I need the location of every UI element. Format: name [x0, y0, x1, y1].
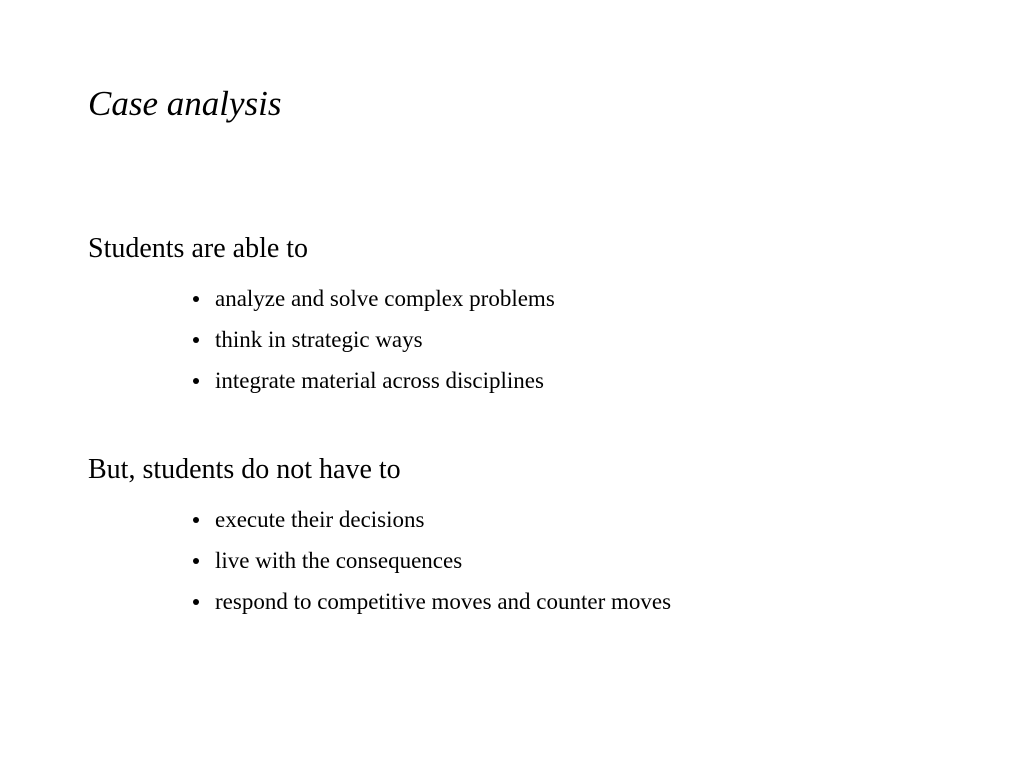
bullet-icon — [193, 558, 199, 564]
list-item — [190, 278, 555, 319]
list-item — [190, 319, 555, 360]
list-item — [190, 499, 671, 540]
bullet-icon — [193, 378, 199, 384]
bullet-icon — [193, 337, 199, 343]
abilities-list — [190, 278, 555, 401]
list-item-text: execute their decisions — [215, 506, 425, 532]
section-heading-limitations: But, students do not have to — [88, 454, 401, 485]
list-item-text: integrate material across disciplines — [215, 367, 544, 393]
bullet-icon — [193, 517, 199, 523]
slide-title: Case analysis — [88, 84, 282, 123]
section-heading-abilities: Students are able to — [88, 233, 309, 264]
list-item-text: analyze and solve complex problems — [215, 285, 555, 311]
list-item — [190, 581, 671, 622]
bullet-icon — [193, 296, 199, 302]
list-item — [190, 360, 555, 401]
limitations-list — [190, 499, 671, 622]
list-item — [190, 540, 671, 581]
list-item-text: live with the consequences — [215, 547, 463, 573]
list-item-text: respond to competitive moves and counter moves — [215, 588, 672, 614]
bullet-icon — [193, 599, 199, 605]
list-item-text: think in strategic ways — [215, 326, 423, 352]
